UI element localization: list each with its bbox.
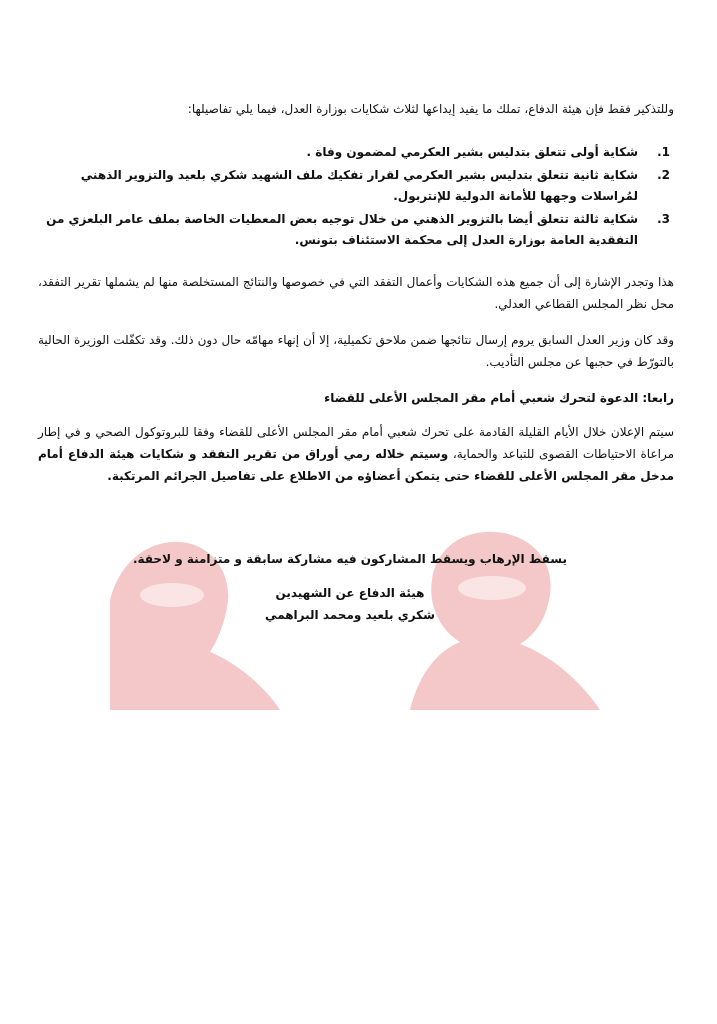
document-body (38, 98, 674, 487)
protest-text: سيتم الإعلان خلال الأيام القليلة القادمة على تحرك شعبي أمام مقر المجلس الأعلى للقضاء وفقا للبروتوكول الصحي و في إطار مراعاة الاحتياطات القصوى للتباعد والحماية، (38, 425, 674, 461)
section-heading: رابعا: الدعوة لتحرك شعبي أمام مقر المجلس الأعلى للقضاء (324, 391, 674, 405)
list-number: 1. (657, 145, 670, 159)
list-text: شكاية ثالثة تتعلق أيضا بالتزوير الذهني من خلال توجيه بعض المعطيات الخاصة بملف عامر البلعزي من التفقدية العامة بوزارة العدل إلى محكمة الاستئناف بتونس. (46, 212, 638, 247)
signature-names: شكري بلعيد ومحمد البراهمي (265, 608, 435, 622)
list-item (38, 165, 674, 207)
paragraph-inspection-note: هذا وتجدر الإشارة إلى أن جميع هذه الشكايات وأعمال التفقد التي في خصوصها والنتائج المستخلصة منها لم يشملها تقرير التفقد، محل نظر المجلس القطاعي العدلي. (38, 275, 674, 311)
list-item (38, 142, 674, 163)
paragraph-minister-note: وقد كان وزير العدل السابق يروم إرسال نتائجها ضمن ملاحق تكميلية، إلا أن إنهاء مهامّه حال دون ذلك. وقد تكفّلت الوزيرة الحالية بالتورّط في حجبها عن مجلس التأديب. (38, 333, 674, 369)
intro-paragraph: وللتذكير فقط فإن هيئة الدفاع، تملك ما يفيد إيداعها لثلاث شكايات بوزارة العدل، فيما يلي تفاصيلها: (187, 102, 674, 116)
closing-slogan: يسقط الإرهاب ويسقط المشاركون فيه مشاركة سابقة و متزامنة و لاحقة. (132, 552, 568, 566)
list-item (38, 209, 674, 251)
signature-block (120, 548, 580, 626)
protest-text-bold: وسيتم خلاله رمي أوراق من تقرير التفقد و شكايات هيئة الدفاع أمام مدخل مقر المجلس الأعلى للقضاء حتى يتمكن أعضاؤه من الاطلاع على تفاصيل الجرائم المرتكبة. (38, 447, 674, 483)
complaints-list (38, 142, 674, 251)
list-text: شكاية أولى تتعلق بتدليس بشير العكرمي لمضمون وفاة . (306, 145, 638, 159)
list-number: 2. (657, 168, 670, 182)
protest-paragraph (38, 421, 674, 487)
signature-org: هيئة الدفاع عن الشهيدين (275, 586, 425, 600)
list-number: 3. (657, 212, 670, 226)
list-text: شكاية ثانية تتعلق بتدليس بشير العكرمي لقرار تفكيك ملف الشهيد شكري بلعيد والتزوير الذهني لمُراسلات وجهها للأمانة الدولية للإنتربول. (80, 168, 638, 203)
